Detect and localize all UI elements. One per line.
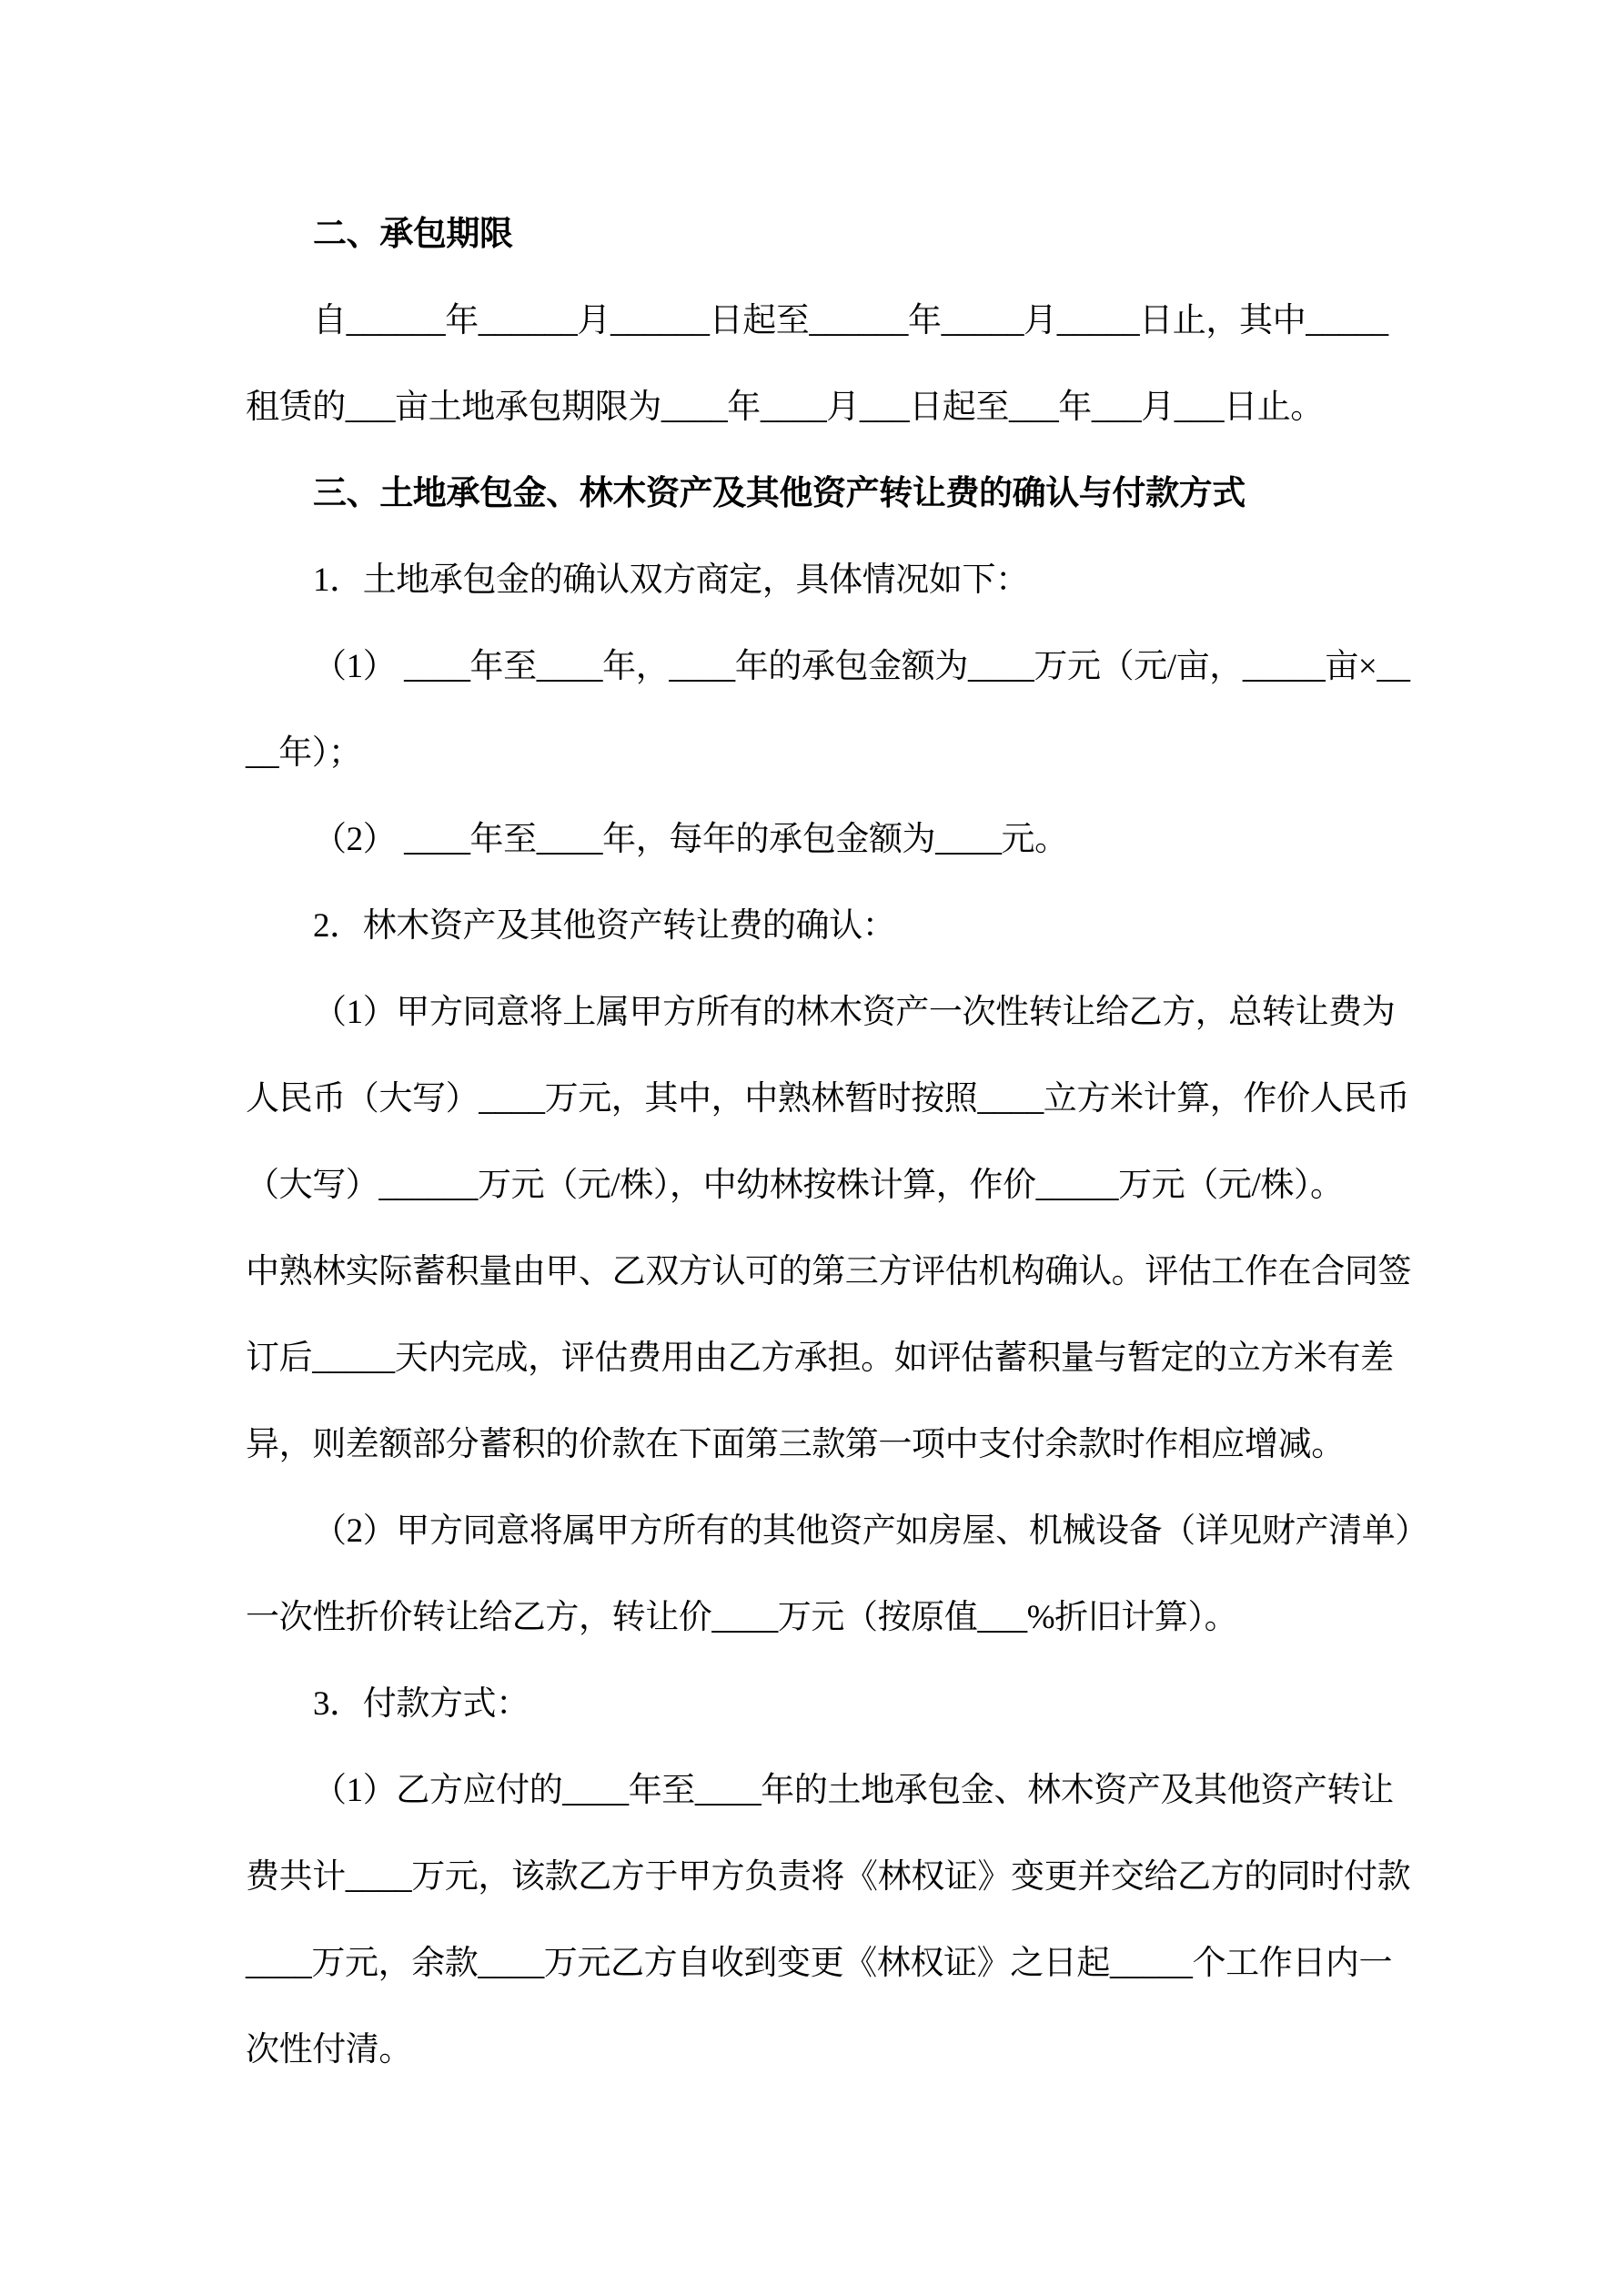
text-line: （2） ____年至____年，每年的承包金额为____元。 <box>313 821 1068 858</box>
text-line: 异，则差额部分蓄积的价款在下面第三款第一项中支付余款时作相应增减。 <box>246 1426 1345 1463</box>
text-line: 2．林木资产及其他资产转让费的确认： <box>313 907 896 945</box>
text-line: 一次性折价转让给乙方，转让价____万元（按原值___%折旧计算）。 <box>246 1599 1238 1636</box>
text-line: （2）甲方同意将属甲方所有的其他资产如房屋、机械设备（详见财产清单） <box>313 1512 1428 1550</box>
text-line: 次性付清。 <box>246 2031 412 2068</box>
text-line: 1．土地承包金的确认双方商定，具体情况如下： <box>313 561 1029 599</box>
section-heading-2: 二、承包期限 <box>313 216 513 253</box>
text-line: 人民币（大写）____万元，其中，中熟林暂时按照____立方米计算，作价人民币 <box>246 1080 1410 1118</box>
text-line: （大写）______万元（元/株），中幼林按株计算，作价_____万元（元/株）。 <box>246 1167 1344 1204</box>
text-line: （1）乙方应付的____年至____年的土地承包金、林木资产及其他资产转让 <box>313 1772 1394 1809</box>
text-line: （1） ____年至____年，____年的承包金额为____万元（元/亩，_____亩×__ <box>313 648 1410 685</box>
text-line: （1）甲方同意将上属甲方所有的林木资产一次性转让给乙方，总转让费为 <box>313 994 1396 1031</box>
text-line: 自______年______月______日起至______年_____月_____日止，其中_____ <box>313 302 1388 339</box>
text-line: __年）； <box>246 734 362 772</box>
text-line: 中熟林实际蓄积量由甲、乙双方认可的第三方评估机构确认。评估工作在合同签 <box>246 1253 1411 1290</box>
text-line: ____万元，余款____万元乙方自收到变更《林权证》之日起_____个工作日内一 <box>246 1945 1393 1982</box>
document-body <box>246 191 1428 2093</box>
text-line: 租赁的___亩土地承包期限为____年____月___日起至___年___月___日止。 <box>246 389 1324 426</box>
text-line: 3．付款方式： <box>313 1685 530 1723</box>
text-line: 费共计____万元，该款乙方于甲方负责将《林权证》变更并交给乙方的同时付款 <box>246 1858 1411 1896</box>
text-line: 订后_____天内完成，评估费用由乙方承担。如评估蓄积量与暂定的立方米有差 <box>246 1340 1394 1377</box>
section-heading-3: 三、土地承包金、林木资产及其他资产转让费的确认与付款方式 <box>313 475 1246 512</box>
